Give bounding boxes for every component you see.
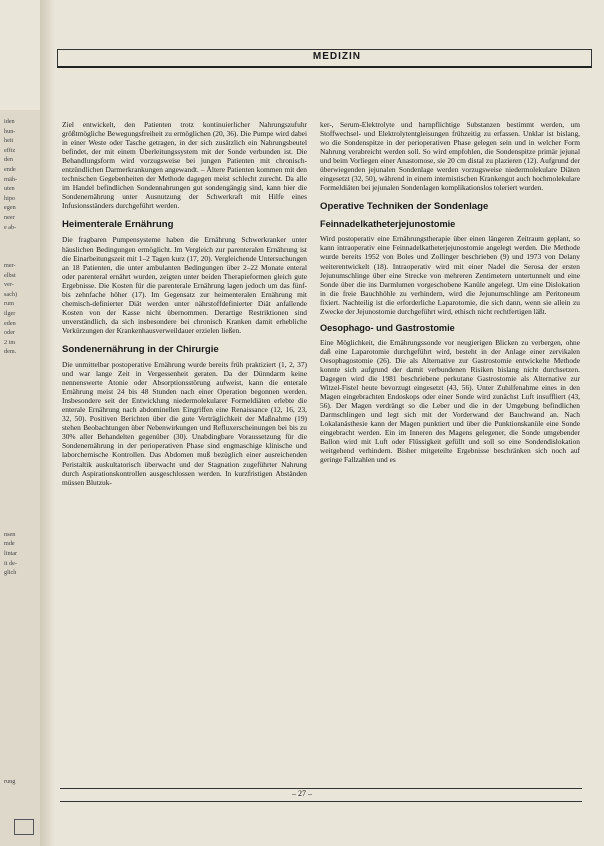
previous-page-text-line: heit [4, 137, 14, 145]
previous-page-text-line: egen [4, 204, 16, 212]
previous-page-text-line: oder [4, 329, 15, 337]
previous-page-text-line: mde [4, 540, 15, 548]
paragraph-feinnadel: Wird postoperativ eine Ernährungstherapie über einen längeren Zeitraum geplant, so kann intraoperativ eine Feinnadelkatheterjejunostomie angelegt werden. Die Methode wurde bereits 1952 von Boles und Zollinger beschrieben (9) und 1973 von Delany weiterentwickelt (18). Intraoperativ wird mit einer Nadel die Serosa der ersten Jejunumschlinge über eine Strecke von mehreren Zentimetern untertunnelt und eine Sonde über die ins Darmlumen vorgeschobene Kanüle angelegt. Um eine Dislokation in die freie Bauchhöhle zu verhindern, wird die Jejunumschlinge am Peritoneum fixiert. Nachteilig ist die erforderliche Laparotomie, die sich dann, wenn sie allein zu Zwecke der Jejunostomie durchgeführt wird, ethisch nicht rechtfertigen läßt. [320, 234, 580, 316]
previous-page-text-line: neer [4, 214, 15, 221]
previous-page-text-line: 2 im [4, 338, 16, 346]
previous-page-box [14, 819, 34, 835]
previous-page-text-line: rnäh- [4, 175, 18, 183]
previous-page-text-line: glich [4, 569, 17, 577]
heading-operative-techniken: Operative Techniken der Sondenlage [320, 201, 489, 213]
heading-feinnadelkatheterjejunostomie: Feinnadelkatheterjejunostomie [320, 219, 456, 230]
previous-page-text-line: ende [4, 166, 16, 173]
previous-page-text-line: lintar [4, 550, 18, 557]
previous-page-text-line: iden [4, 118, 15, 125]
heading-chirurgie: Sondenernährung in der Chirurgie [62, 343, 219, 355]
previous-page-text-line: mer- [4, 262, 16, 269]
previous-page-text-line: e ab- [4, 223, 17, 231]
section-title: MEDIZIN [312, 51, 361, 62]
previous-page-text-line: elbst [4, 271, 16, 279]
paragraph-chirurgie: Die unmittelbar postoperative Ernährung wurde bereits früh praktiziert (1, 2, 37) und war lange Zeit in Vergessenheit geraten. Da der Dünndarm keine nennenswerte Atonie oder Absorptionsstörung aufweist, kann die enterale Ernährung meist 24 bis 48 Stunden nach einer Operation begonnen werden. Insbesondere seit der Entwicklung niedermolekularer Formeldiäten erlebte die enterale Ernährung nach abdominellen Eingriffen eine Renaissance (12, 16, 23, 32, 50). Positiven Berichten über die gute Verträglichkeit der Maßnahme (19) stehen Beobachtungen über Nebenwirkungen und Refluxerscheinungen bei bis zu 30% aller Behandelten gegenüber (30). Unabdingbare Voraussetzung für die Sondenernährung in der perioperativen Phase sind engmaschige klinische und laborchemische Kontrollen. Das Abdomen muß bezüglich einer ausreichenden Peristaltik auskultatorisch überwacht und der Stagnation zugeführter Nahrung durch Aspirationskontrollen ausgeschlossen werden. In kurzfristigen Abständen müssen Blutzuk- [62, 359, 307, 487]
previous-page-text-line: hun- [4, 127, 16, 135]
previous-page-text-line: den [4, 156, 13, 164]
paragraph-intro-right: ker-, Serum-Elektrolyte und harnpflichtige Substanzen bestimmt werden, um Stoffwechsel- und Elektrolytentgleisungen frühzeitig zu erfassen. Unklar ist bislang, wo die Sondenspitze in der perioperativen Phase gelegen sein und in welcher Form Nahrung verabreicht werden soll. So wird empfohlen, die Sondenspitze primär jejunal und beim Vorliegen einer Anastomose, sie 20 cm distal zu plazieren (12). Aufgrund der überwiegenden jejunalen Sondenlage werden vorzugsweise niedermolekulare Diäten eingesetzt (32, 50), während in einem internistischen Krankengut auch hochmolekulare Formeldiäten bei jejunalen Sondenlagen komplikationslos toleriert wurden. [320, 120, 580, 193]
previous-page-text-line: it de- [4, 559, 17, 567]
page-binding-shadow [40, 0, 56, 846]
previous-page-edge [0, 110, 41, 846]
previous-page-text-line: hipo [4, 194, 16, 202]
page-number: – 27 – [292, 789, 312, 798]
paragraph-oesophago: Eine Möglichkeit, die Ernährungssonde vor neugierigen Blicken zu verbergen, ohne daß eine Laparotomie durchgeführt wird, besteht in der Anlage einer zervikalen Oesophagostomie (26). Die als Alternative zur Gastrostomie entwickelte Methode konnte sich aufgrund der damit verbundenen Risiken bislang nicht durchsetzen. Dagegen wird die 1981 beschriebene perkutane Gastrostomie als Alternative zur Witzel-Fistel heute bevorzugt eingesetzt (43, 56). Unter Zuhilfenahme eines in den Magen eingebrachten Endoskops oder einer Sonde wird zunächst Luft insuffliert (43, 56). Der Magen verdrängt so die Leber und die in der Umgebung befindlichen Darmschlingen und legt sich mit der Vorderwand der Bauchwand an. Nach Lokalanästhesie kann der Magen punktiert und über die Punktionskanüle eine Sonde eingebracht werden. Ein im Inneren des Magens gelegener, die Sonde umgebender Ballon wird mit Luft oder Flüssigkeit gefüllt und soll so eine Sondendislokation weitgehend verhindern. Bisher mitgeteilte Ergebnisse beschränken sich noch auf geringe Fallzahlen und es [320, 337, 580, 465]
previous-page-text-line: uten [4, 185, 15, 193]
paragraph-heimenteral: Die fragbaren Pumpensysteme haben die Ernährung Schwerkranker unter häuslichen Bedingungen ermöglicht. Im Vergleich zur parenteralen Ernährung ist die Einarbeitungszeit mit 1–2 Tagen kurz (17, 20). Vergleichende Untersuchungen an 18 Patienten, die unter ambulanten Bedingungen über 2–22 Monate enteral oder parenteral ernährt wurden, zeigten unter beiden Therapieformen gleich gute Ergebnisse. Die Kosten für die parenterale Ernährung lagen jedoch um das fünf- bis zehnfache höher (17). Im Gegensatz zur heimenteralen Ernährung mit chemisch-definierter Diät werden unter nährstoffdefinierter Diät anfallende Kosten von der Kasse nicht übernommen. Derartige Restriktionen sind unverständlich, da sich insbesondere bei chronisch Kranken damit erhebliche Verkürzungen der Krankenhausverweildauer erzielen ließen. [62, 235, 307, 335]
previous-page-text-line: nsen [4, 530, 16, 538]
previous-page-bottom-word: rung [4, 778, 16, 785]
heading-oesophago-gastrostomie: Oesophago- und Gastrostomie [320, 322, 455, 333]
previous-page-text-line: ver- [4, 281, 14, 289]
previous-page-text-line: sach) [4, 290, 18, 298]
footer-rule-bottom [60, 801, 582, 802]
previous-page-text-line: effiz [4, 146, 16, 154]
previous-page-text-line: rum [4, 300, 14, 308]
paragraph-intro-left: Ziel entwickelt, den Patienten trotz kontinuierlicher Nahrungszufuhr größtmögliche Bewegungsfreiheit zu ermöglichen (20, 36). Die Pumpe wird dabei in einer Weste oder Tasche getragen, in der sich zusätzlich ein Nahrungsbeutel befindet, der mit einem Überleitungssystem mit der Sonde verbunden ist. Die Behandlungsform wird vorzugsweise bei jungen Patienten mit chronisch-entzündlichen Darmerkrankungen angewandt. – Ältere Patienten kommen mit den technischen Gegebenheiten der Methode dagegen meist schlecht zurecht. Da alle im Handel befindlichen Sondennahrungen gut sondengängig sind, kann hier die Sondenernährung unter Ausnutzung der Schwerkraft mit Hilfe eines Infusionsständers durchgeführt werden. [62, 120, 307, 211]
previous-page-text-line: dem. [4, 348, 17, 356]
heading-heimenterale-ernaehrung: Heimenterale Ernährung [62, 219, 174, 231]
section-header [57, 49, 592, 68]
right-column [320, 120, 580, 466]
previous-page-text-line: ilger [4, 310, 16, 317]
previous-page-text-line: eden [4, 319, 16, 327]
left-column [62, 120, 307, 489]
